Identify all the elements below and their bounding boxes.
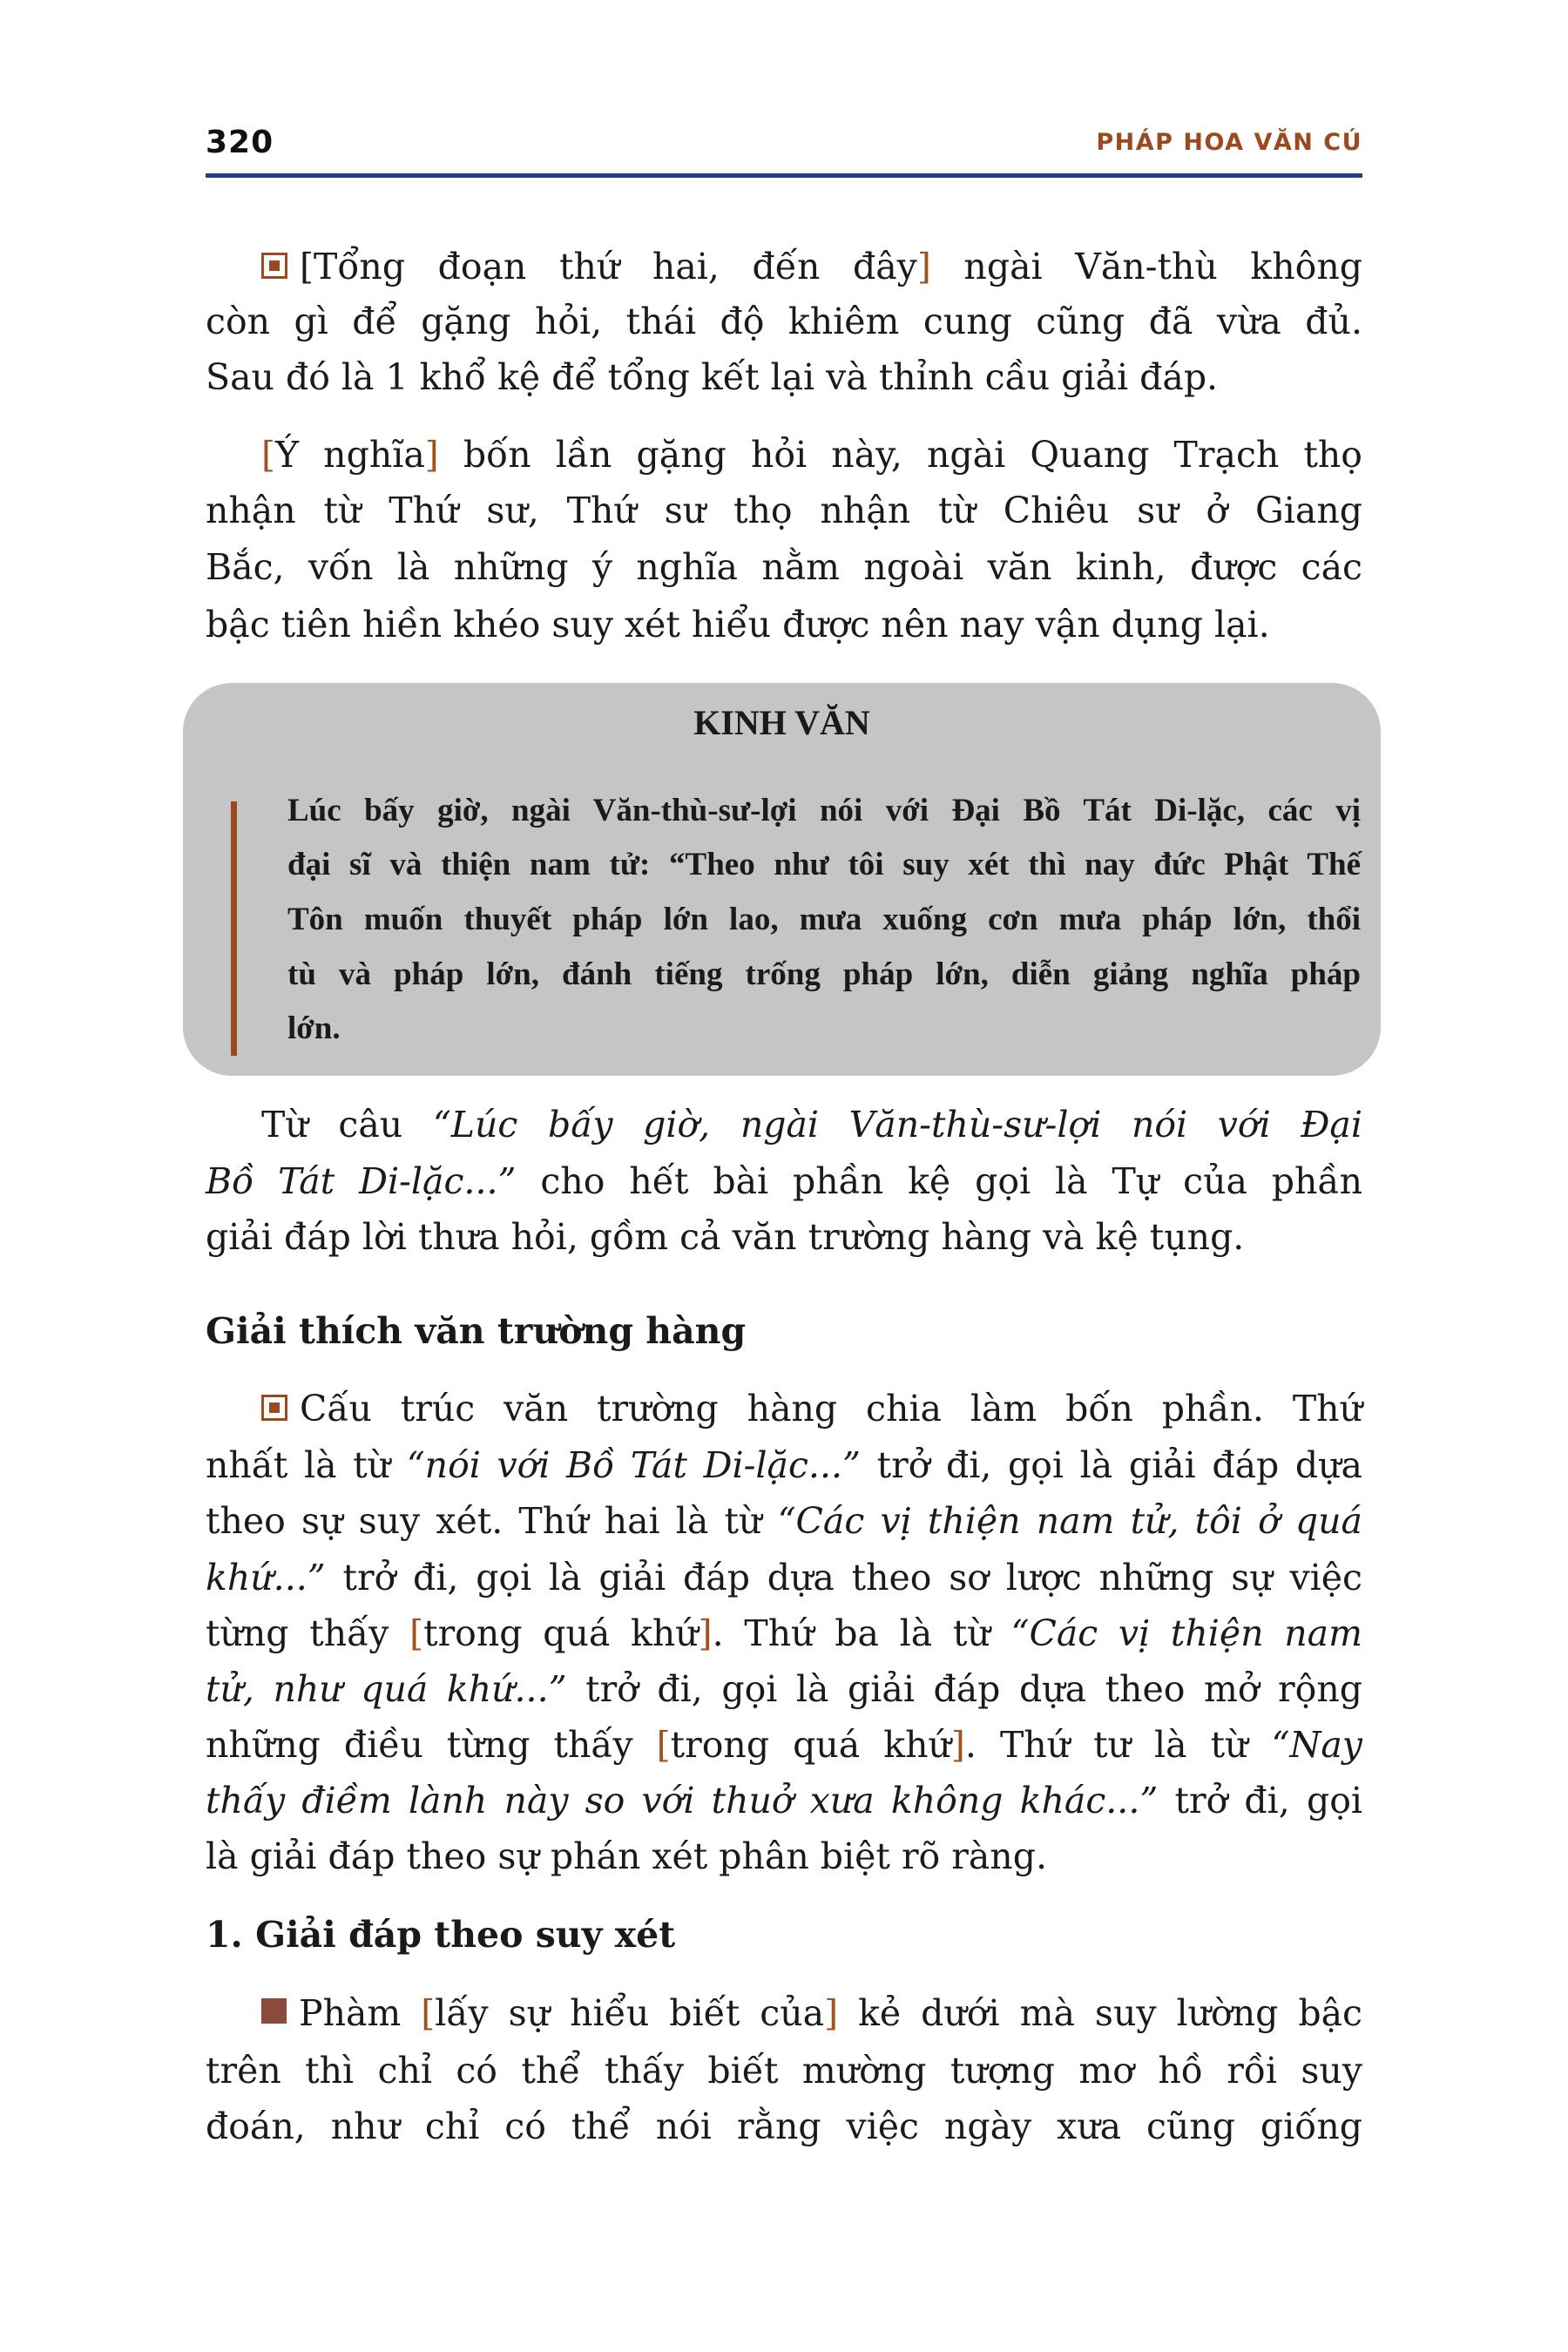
bracket-close: ] [824, 1992, 839, 2034]
paragraph-line [261, 1991, 1362, 2035]
paragraph-line: Sau đó là 1 khổ kệ để tổng kết lại và thỉnh cầu giải đáp. [206, 356, 1219, 398]
paragraph-line: giải đáp lời thưa hỏi, gồm cả văn trường hàng và kệ tụng. [206, 1216, 1245, 1258]
quoted-italic: “Lúc bấy giờ, ngài Văn-thù-sư-lợi nói với Đại [432, 1104, 1362, 1146]
text-span: những điều từng thấy [206, 1724, 657, 1766]
bracketed-text: trong quá khứ [423, 1612, 699, 1654]
bracket-close: ] [698, 1612, 713, 1654]
text-span: ngài Văn-thù không [930, 246, 1362, 287]
paragraph-line [206, 1612, 1362, 1655]
text-span: kẻ dưới mà suy lường bậc [838, 1992, 1362, 2034]
text-span: Cấu trúc văn trường hàng chia làm bốn phần. Thứ [300, 1388, 1362, 1429]
scripture-box [183, 683, 1381, 1076]
text-span: . Thứ tư là từ [964, 1724, 1272, 1766]
scripture-line: tù và pháp lớn, đánh tiếng trống pháp lớn, diễn giảng nghĩa pháp [287, 956, 1361, 992]
bracketed-text: lấy sự hiểu biết của [435, 1992, 825, 2034]
running-title: PHÁP HOA VĂN CÚ [1096, 129, 1362, 156]
quoted-italic: tử, như quá khứ...” [206, 1668, 567, 1710]
quoted-italic: Bồ Tát Di-lặc...” [206, 1160, 517, 1202]
bracket-open: [ [421, 1992, 436, 2034]
paragraph-line: nhận từ Thứ sư, Thứ sư thọ nhận từ Chiêu sư ở Giang [206, 490, 1362, 531]
paragraph-line [206, 1667, 1362, 1711]
paragraph-line: Bắc, vốn là những ý nghĩa nằm ngoài văn kinh, được các [206, 546, 1362, 588]
bracket-close: ] [424, 434, 439, 476]
paragraph-line [261, 433, 1362, 476]
bracketed-text: trong quá khứ [670, 1724, 951, 1766]
paragraph-line [261, 1103, 1362, 1146]
text-span: trở đi, gọi [1158, 1780, 1363, 1821]
quoted-italic: “Các vị thiện nam [1010, 1612, 1362, 1654]
framed-square-bullet-icon [261, 1395, 287, 1421]
paragraph-line: trên thì chỉ có thể thấy biết mường tượng mơ hồ rồi suy [206, 2050, 1362, 2092]
solid-square-bullet-icon [261, 1998, 287, 2024]
text-span: Từ câu [261, 1104, 433, 1146]
scripture-line: đại sĩ và thiện nam tử: “Theo như tôi suy xét thì nay đức Phật Thế [287, 847, 1361, 882]
paragraph-line [261, 245, 1362, 288]
paragraph-line [206, 1556, 1362, 1599]
paragraph-line [261, 1387, 1362, 1430]
scripture-box-title: KINH VĂN [693, 703, 870, 742]
bracket-open: [ [656, 1724, 671, 1766]
paragraph-line: bậc tiên hiền khéo suy xét hiểu được nên nay vận dụng lại. [206, 604, 1270, 645]
quoted-italic: “nói với Bồ Tát Di-lặc...” [406, 1444, 861, 1486]
text-span: trở đi, gọi là giải đáp dựa theo mở rộng [566, 1668, 1362, 1710]
paragraph-line [206, 1443, 1362, 1487]
text-span: trở đi, gọi là giải đáp dựa [861, 1444, 1362, 1486]
text-span: Phàm [299, 1992, 422, 2034]
section-heading: 1. Giải đáp theo suy xét [206, 1914, 676, 1956]
section-heading: Giải thích văn trường hàng [206, 1310, 747, 1352]
bracket-close: ] [950, 1724, 965, 1766]
quoted-italic: “Nay [1271, 1724, 1362, 1766]
paragraph-line: đoán, như chỉ có thể nói rằng việc ngày xưa cũng giống [206, 2105, 1362, 2147]
text-span: cho hết bài phần kệ gọi là Tự của phần [516, 1160, 1362, 1202]
header-rule [206, 173, 1362, 178]
paragraph-line [206, 1159, 1362, 1203]
scripture-line: Tôn muốn thuyết pháp lớn lao, mưa xuống cơn mưa pháp lớn, thổi [287, 902, 1361, 937]
text-span: . Thứ ba là từ [712, 1612, 1011, 1654]
bracket-close: ] [916, 246, 931, 287]
text-span: theo sự suy xét. Thứ hai là từ [206, 1500, 778, 1542]
scripture-line: lớn. [287, 1010, 341, 1046]
text-span: trở đi, gọi là giải đáp dựa theo sơ lược những sự việc [325, 1557, 1362, 1598]
paragraph-line: còn gì để gặng hỏi, thái độ khiêm cung cũng đã vừa đủ. [206, 301, 1362, 342]
paragraph-line [206, 1499, 1362, 1543]
bracketed-text: Tổng đoạn thứ hai, đến đây [314, 246, 917, 287]
bracket-open: [ [300, 246, 314, 287]
text-span: từng thấy [206, 1612, 410, 1654]
quoted-italic: khứ...” [206, 1557, 326, 1598]
framed-square-bullet-icon [261, 253, 287, 279]
text-span: nhất là từ [206, 1444, 407, 1486]
bracket-open: [ [409, 1612, 424, 1654]
paragraph-line [206, 1779, 1362, 1822]
bracket-open: [ [261, 434, 275, 476]
bracketed-text: Ý nghĩa [275, 434, 425, 476]
text-span: bốn lần gặng hỏi này, ngài Quang Trạch thọ [438, 434, 1362, 476]
page-number: 320 [206, 125, 274, 160]
scripture-line: Lúc bấy giờ, ngài Văn-thù-sư-lợi nói với Đại Bồ Tát Di-lặc, các vị [287, 793, 1361, 828]
quoted-italic: “Các vị thiện nam tử, tôi ở quá [777, 1500, 1362, 1542]
quoted-italic: thấy điềm lành này so với thuở xưa không khác...” [206, 1780, 1159, 1821]
paragraph-line [206, 1723, 1362, 1767]
scripture-quote-bar [231, 801, 237, 1056]
paragraph-line: là giải đáp theo sự phán xét phân biệt rõ ràng. [206, 1835, 1047, 1877]
